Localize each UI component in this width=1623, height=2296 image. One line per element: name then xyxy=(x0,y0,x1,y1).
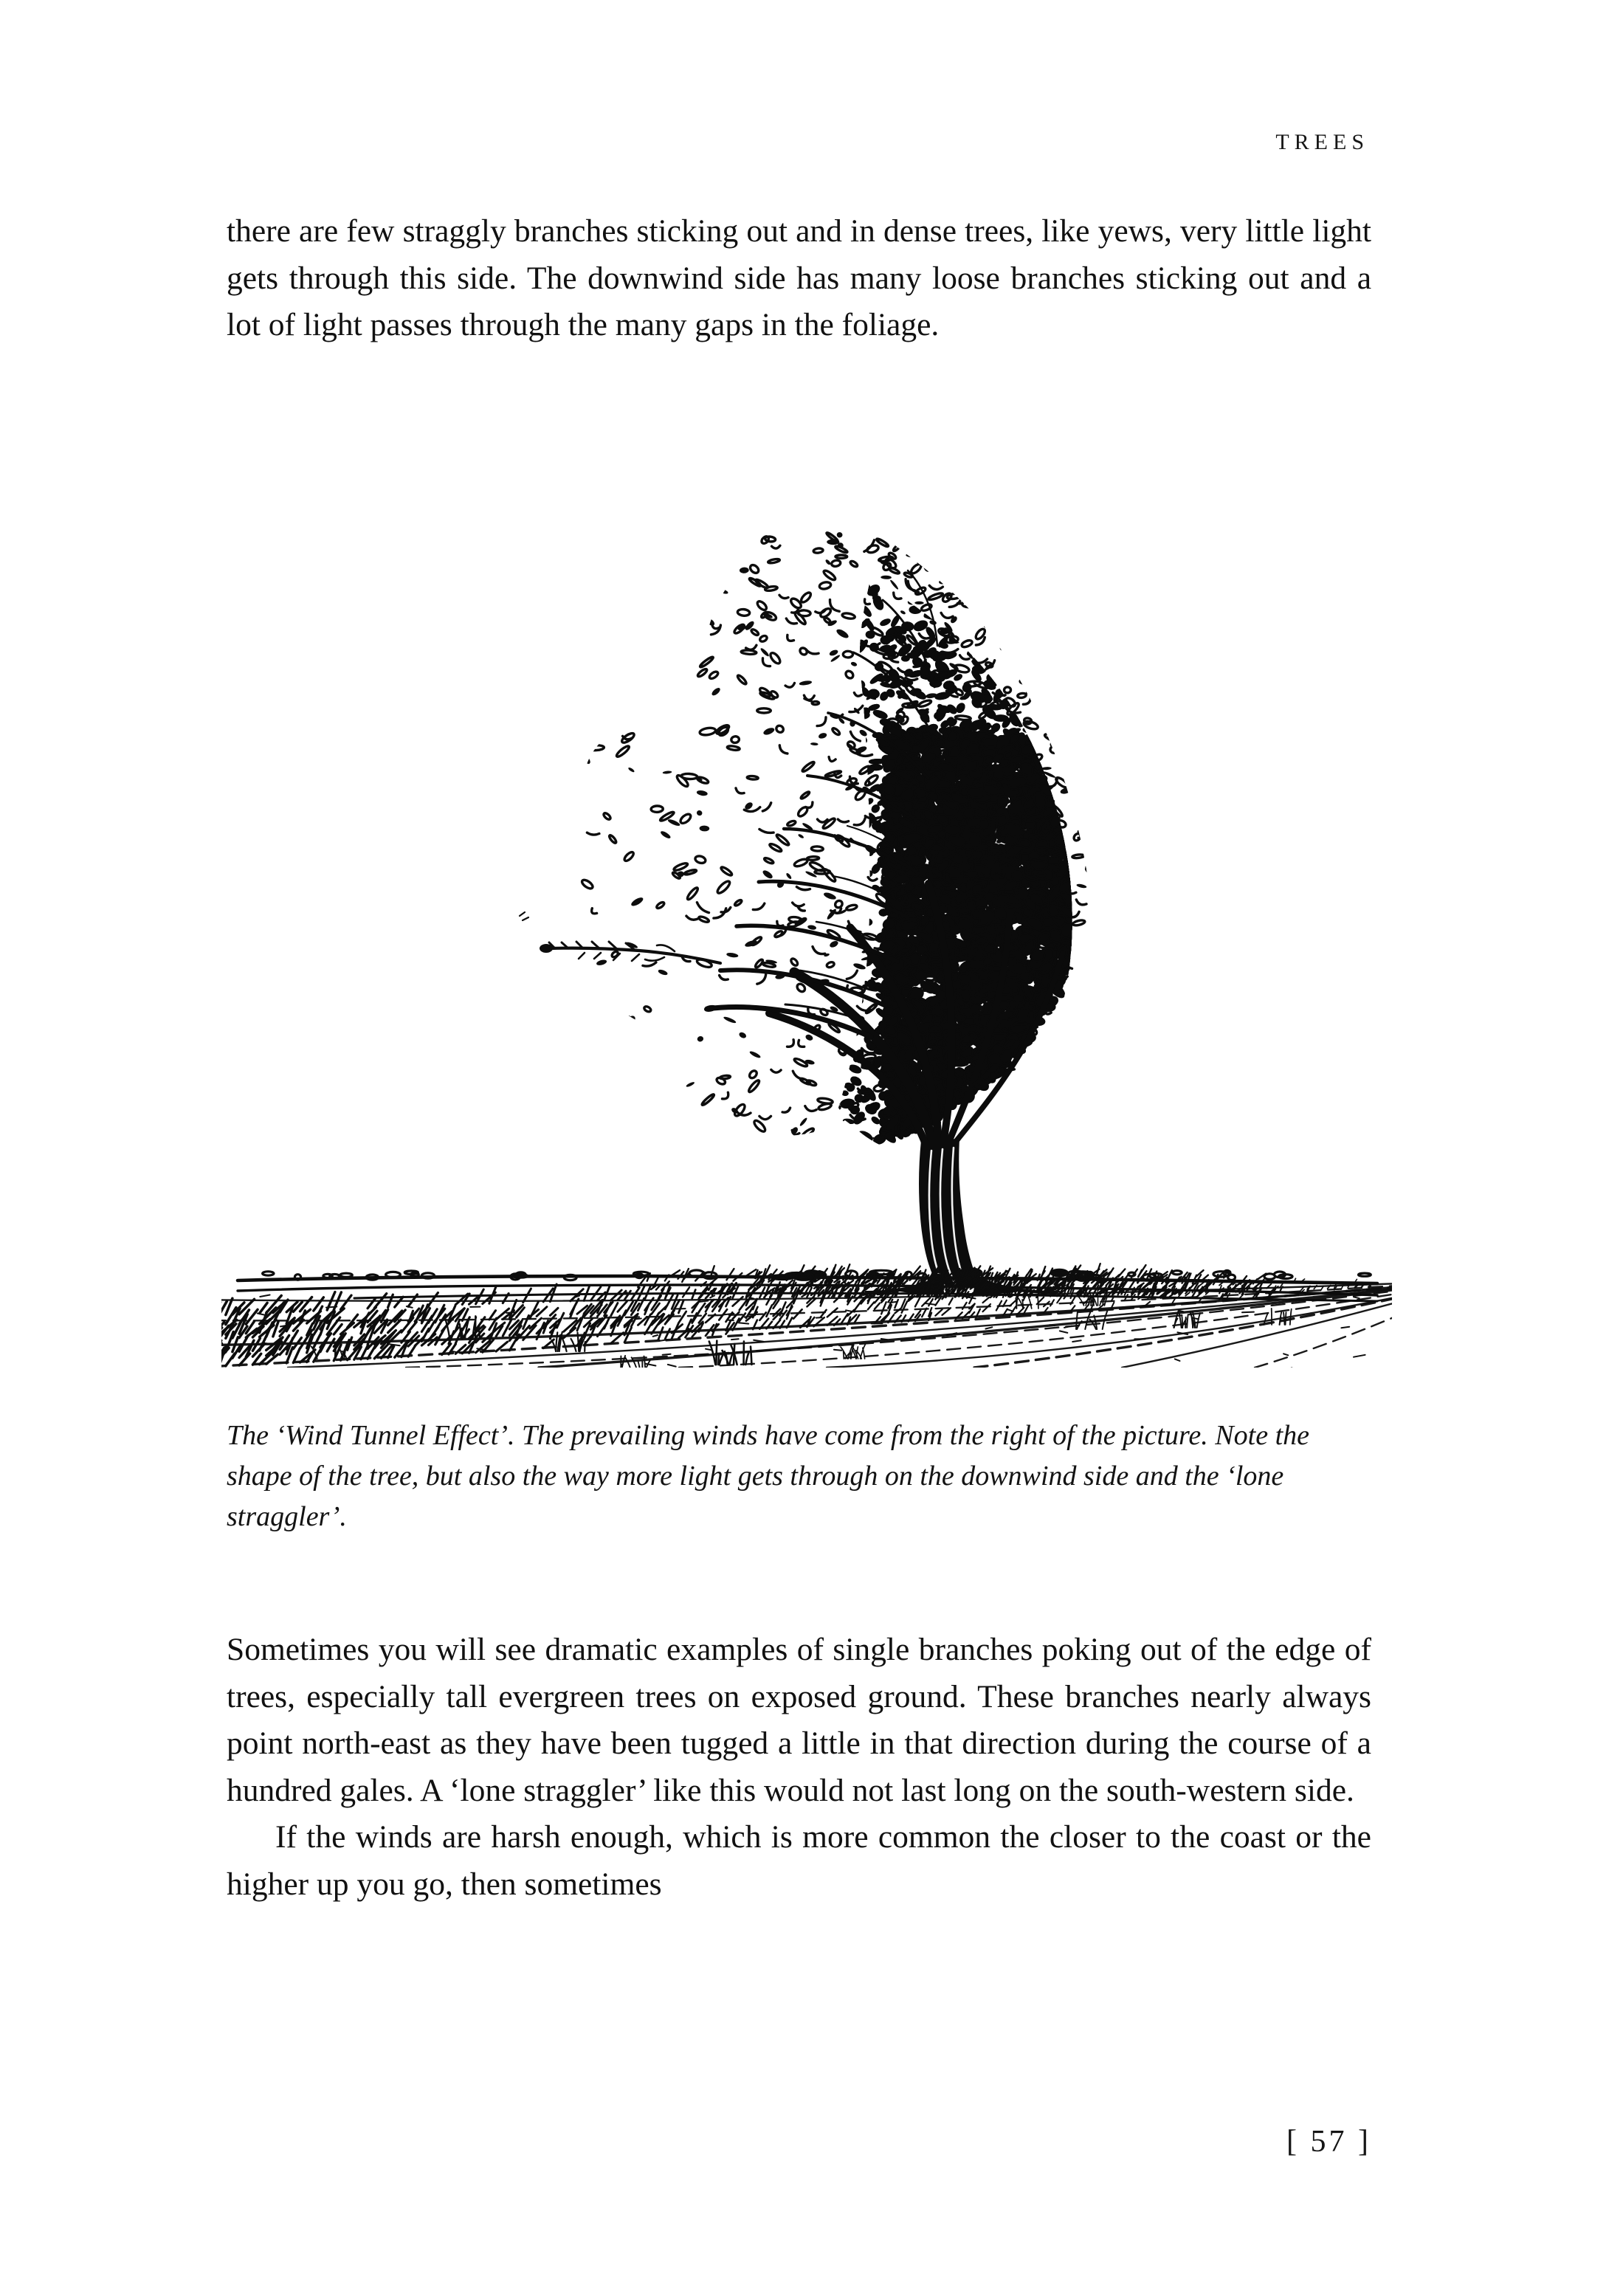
canopy-dense-side xyxy=(792,548,1097,1149)
paragraph: Sometimes you will see dramatic examples of single branches poking out of the edge of trees, especially tall evergreen trees on exposed ground. These branches nearly always point north-east as they have been tugged a little in that direction during the course of a hundred gales. A ‘lone straggler’ like this would not last long on the south-western side. xyxy=(227,1632,1371,1808)
body-text-bottom xyxy=(227,1627,1371,1908)
figure-caption: The ‘Wind Tunnel Effect’. The prevailing winds have come from the right of the picture. Note the shape of the tree, but also the way more light gets through on the downwind side and the ‘lone straggler’. xyxy=(227,1420,1309,1532)
running-head: TREES xyxy=(1275,130,1369,154)
landscape-ground xyxy=(221,1264,1392,1368)
tree-illustration xyxy=(221,489,1392,1368)
body-text-top xyxy=(227,208,1371,349)
tree-illustration-svg xyxy=(221,489,1392,1368)
page-number: [ 57 ] xyxy=(1286,2125,1371,2159)
paragraph: there are few straggly branches sticking out and in dense trees, like yews, very little light gets through this side. The downwind side has many loose branches sticking out and a lot of light passes through the many gaps in the foliage. xyxy=(227,213,1371,342)
tree-crown xyxy=(520,531,1097,1294)
paragraph: If the winds are harsh enough, which is more common the closer to the coast or the higher up you go, then sometimes xyxy=(227,1819,1371,1902)
